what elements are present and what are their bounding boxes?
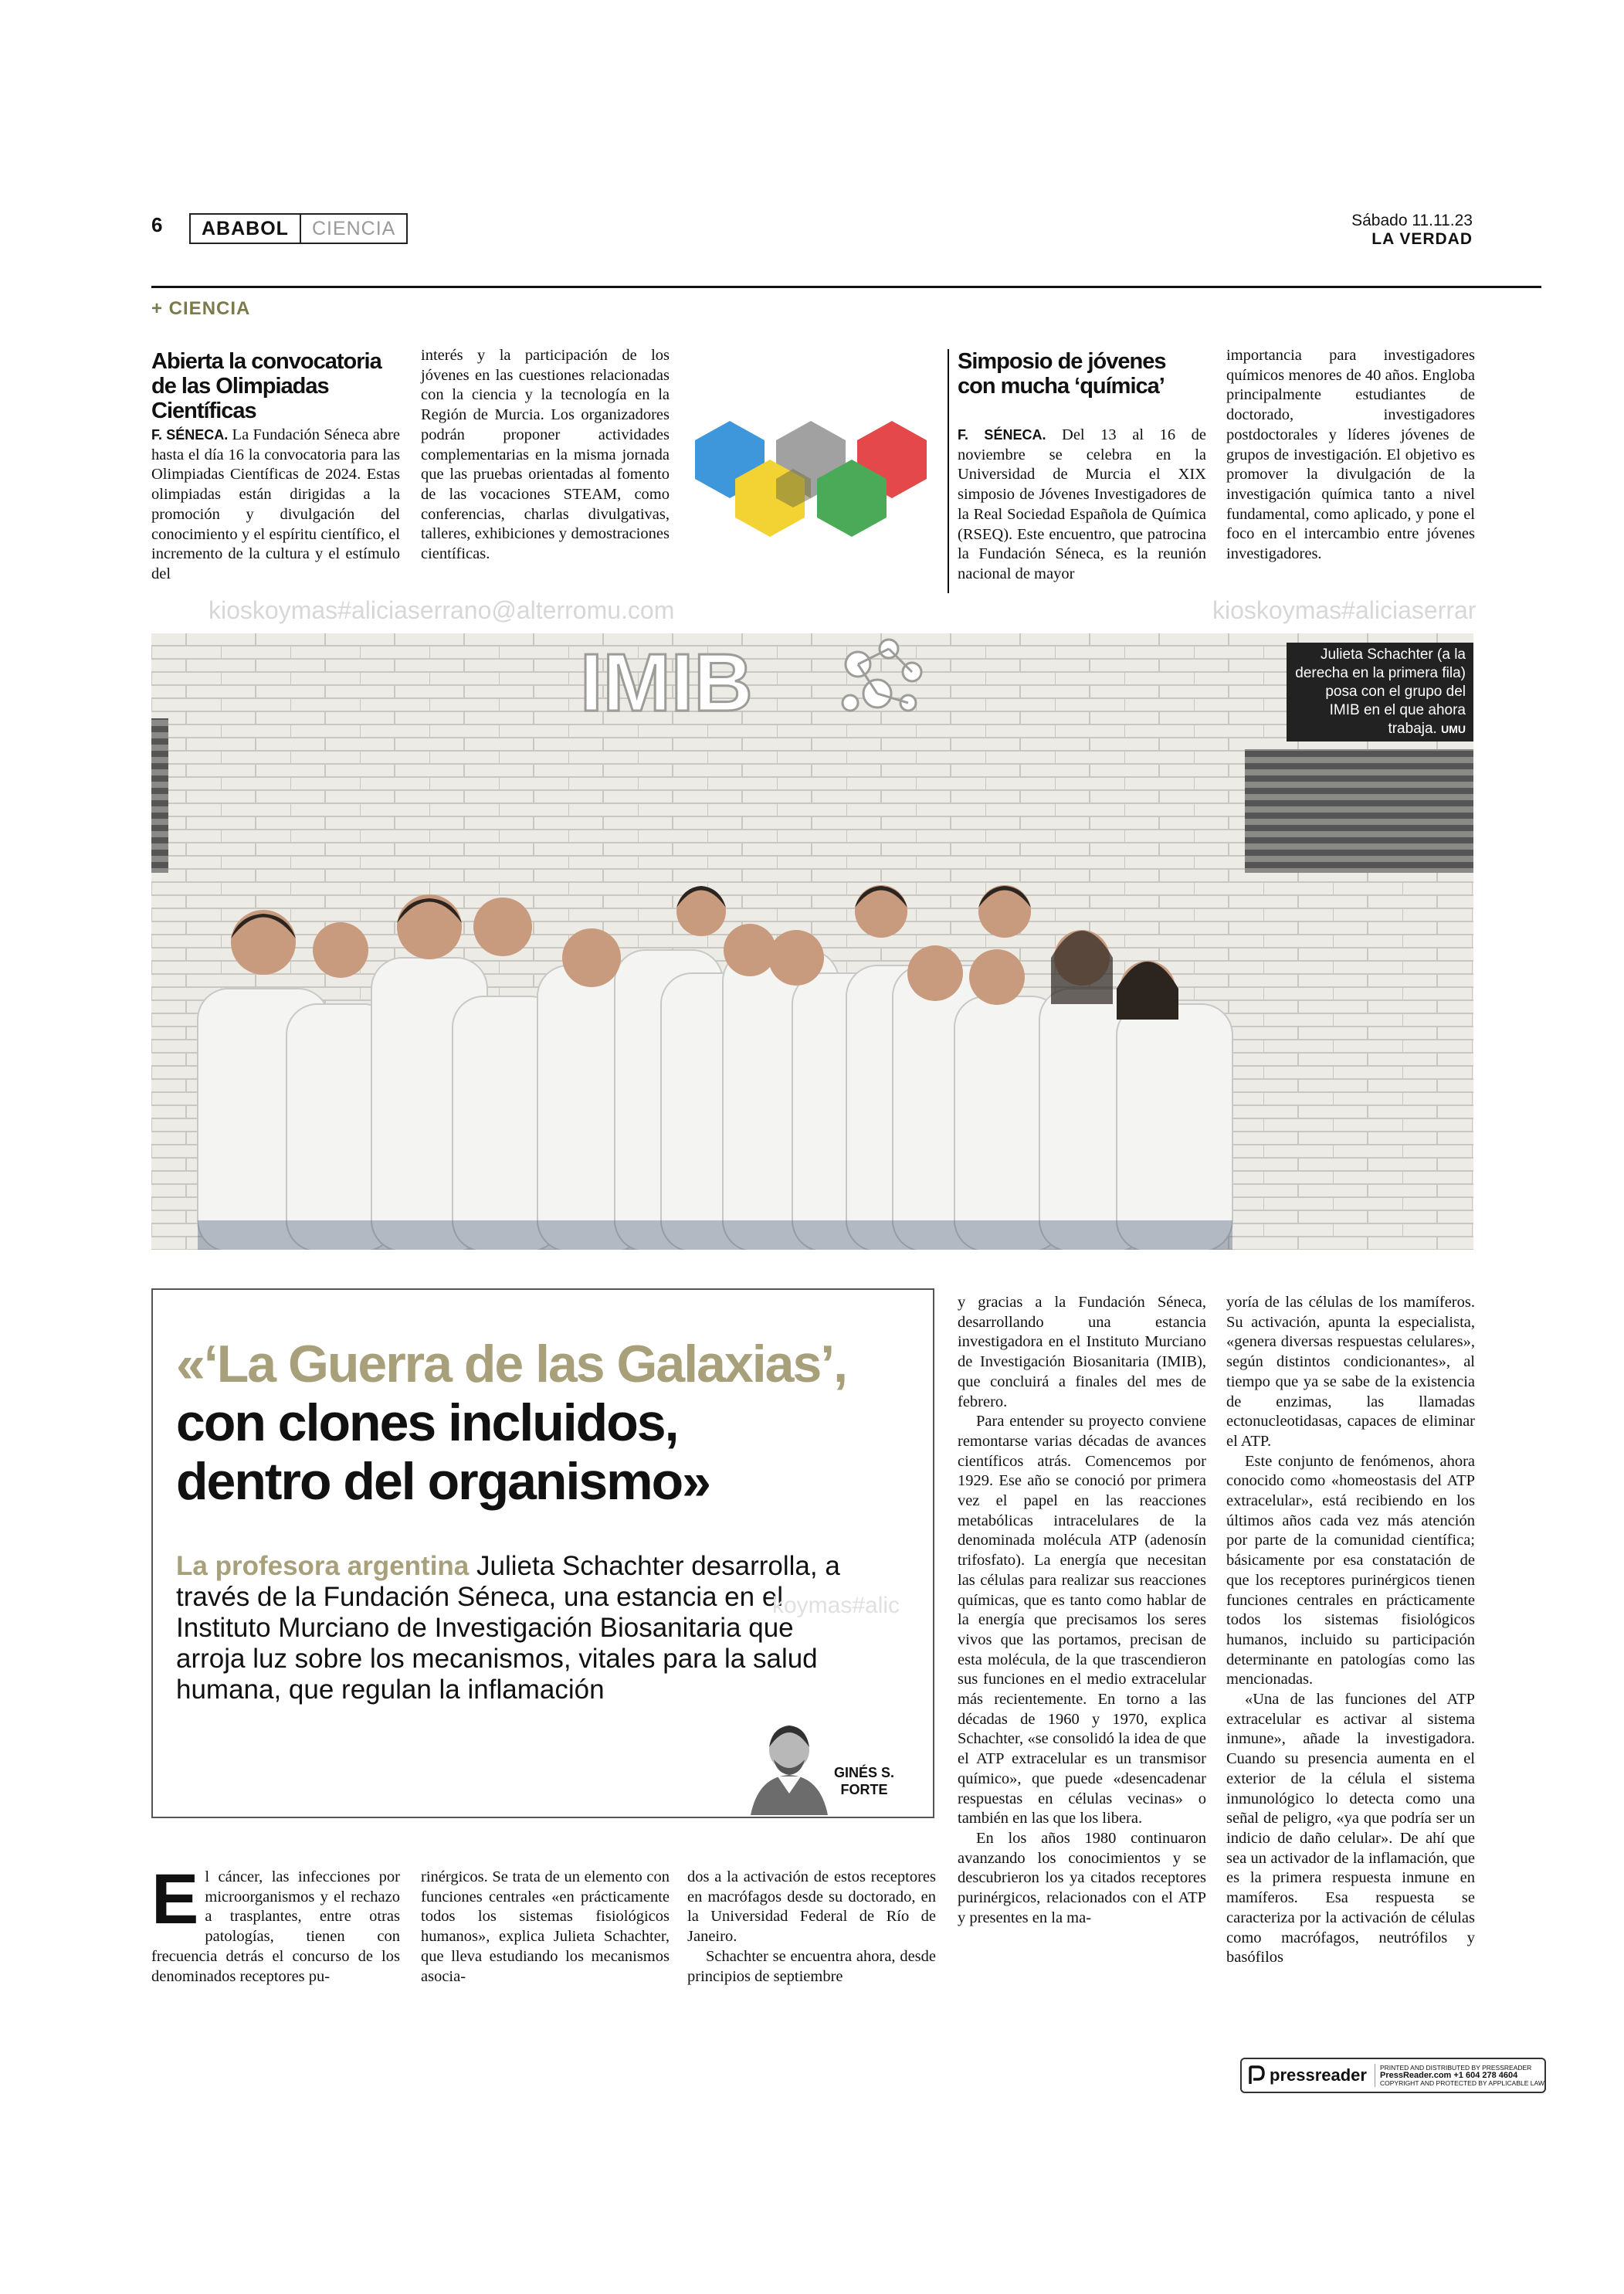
section-tag: + CIENCIA (151, 298, 251, 319)
author-first-name: GINÉS S. (834, 1765, 895, 1780)
brief-left-title: Abierta la convocatoria de las Olimpiadas Científicas (151, 349, 381, 423)
standfirst (176, 1551, 848, 1705)
issue-date: Sábado 11.11.23 (1351, 212, 1473, 229)
pressreader-badge[interactable] (1240, 2058, 1546, 2093)
article-column-2 (421, 1868, 670, 1987)
article-column-4 (958, 1293, 1206, 1929)
author-byline (834, 1764, 894, 1798)
left-vent (151, 718, 168, 873)
article-col3-p2: Schachter se encuentra ahora, desde principios de septiembre (687, 1947, 936, 1985)
brief-right-title: Simposio de jóvenes con mucha ‘química’ (958, 349, 1166, 399)
standfirst-text: Julieta Schachter desarrolla, a través de la Fundación Séneca, una estancia en el Instituto Murciano de Investigación Biosanitaria que arroja luz sobre los mecanismos, vitales para la salud humana, que regulan la inflamación (176, 1551, 840, 1705)
article-col3-p1: dos a la activación de estos receptores en macrófagos desde su doctorado, en la Universidad Federal de Río de Janeiro. (687, 1868, 936, 1946)
brief-right-text1: Del 13 al 16 de noviembre se celebra en la Universidad de Murcia el XIX simposio de Jóvenes Investigadores de la Real Sociedad Española de Química (RSEQ). Este encuentro, que patrocina la Fundación Séneca, es la reunión nacional de mayor (958, 426, 1206, 582)
imib-sign: IMIB (580, 637, 753, 728)
brief-left-col1 (151, 426, 400, 585)
article-col2-text: rinérgicos. Se trata de un elemento con funciones centrales «en prácticamente todos los sistemas fisiológicos humanos», explica Julieta Schachter, que lleva estudiando los mecanismos asocia- (421, 1868, 670, 1985)
subsection-name: CIENCIA (300, 215, 406, 243)
header-date-block (1351, 212, 1473, 249)
article-col5-p3: «Una de las funciones del ATP extracelular es activar al sistema inmune», añade la investigadora. Cuando su presencia aumenta en el exterior de la célula el sistema inmunológico lo detecta como una señal de peligro, «ya que podría ser un indicio de daño celular». De ahí que sea un activador de la inflamación, que es la primera respuesta inmune en mamíferos. Esa respuesta se caracteriza por la activación de células como macrófagos, neutrófilos y basófilos (1226, 1691, 1475, 1967)
pressreader-icon (1248, 2065, 1265, 2085)
watermark-3: koymas#alic (772, 1593, 900, 1618)
pressreader-legal (1375, 2064, 1544, 2087)
brief-left-text1: La Fundación Séneca abre hasta el día 16 la convocatoria para las Olimpiadas Científicas de 2024. Estas olimpiadas están dirigidas a la promoción y divulgación del conocimiento y el espíritu científico, el incremento de la cultura y el estímulo del (151, 426, 400, 582)
header-rule (151, 286, 1541, 288)
photo-illustration (151, 633, 1473, 1250)
article-col5-p2: Este conjunto de fenómenos, ahora conocido como «homeostasis del ATP extracelular», está recibiendo en los últimos años cada vez más atención por parte de la comunidad científica; básicamente por esa constatación de que los receptores purinérgicos tienen funciones centrales en prácticamente todos los sistemas fisiológicos humanos, incluido su participación determinante en patologías como las mencionadas. (1226, 1452, 1475, 1688)
photo-caption-text: Julieta Schachter (a la derecha en la primera fila) posa con el grupo del IMIB en el que ahora trabaja. (1295, 646, 1466, 737)
section-name: ABABOL (202, 217, 289, 239)
pressreader-logo-text: pressreader (1270, 2065, 1367, 2085)
hexagon-cubes-illustration (687, 402, 942, 556)
right-vent (1245, 749, 1473, 873)
publication-name: LA VERDAD (1371, 230, 1473, 248)
pressreader-logo (1248, 2065, 1367, 2085)
article-col4-p1: y gracias a la Fundación Séneca, desarrollando una estancia investigadora en el Instituto Murciano de Investigación Biosanitaria (IMIB), que concluirá a finales del mes de febrero. (958, 1294, 1206, 1410)
author-last-name: FORTE (840, 1782, 888, 1797)
drop-cap: E (151, 1860, 199, 1939)
standfirst-lead: La profesora argentina (176, 1551, 470, 1581)
brief-right-col1 (958, 426, 1206, 585)
photo-credit: UMU (1441, 723, 1466, 735)
pressreader-line-2: PressReader.com +1 604 278 4604 (1379, 2071, 1518, 2080)
section-box (189, 213, 408, 244)
pressreader-line-1: PRINTED AND DISTRIBUTED BY PRESSREADER (1379, 2064, 1532, 2072)
article-column-5 (1226, 1293, 1475, 1968)
article-column-3 (687, 1868, 936, 1987)
brief-right-col2: importancia para investigadores químicos menores de 40 años. Engloba principalmente estudiantes de doctorado, investigadores postdoctorales y líderes jóvenes de grupos de investigación. El objetivo es promover la divulgación de la investigación química tanto a nivel fundamental, como aplicado, y pone el foco en el intercambio entre jóvenes investigadores. (1226, 347, 1475, 563)
author-portrait (743, 1716, 836, 1815)
headline-line-1: «‘La Guerra de las Galaxias’, (176, 1335, 847, 1393)
photo-caption (1287, 643, 1473, 741)
headline (176, 1335, 917, 1511)
article-col4-p2: Para entender su proyecto conviene remontarse varias décadas de avances científicos atrás. Comencemos por 1929. Ese año se conoció por primera vez el papel en las reacciones metabólicas intracelulares de la denominada molécula ATP (adenosín trifosfato). La energía que necesitan las células para realizar sus reacciones químicas, que es tanto como hablar de la energía que precisamos los seres vivos que las portamos, precisan de esta molécula, de la que trascendieron sus funciones en el medio extracelular más recientemente. En torno a las décadas de 1960 y 1970, explica Schachter, «se consolidó la idea de que el ATP extracelular es un transmisor químico», que puede «desencadenar respuestas en células vecinas» o también en las que los libera. (958, 1413, 1206, 1827)
group-photo (151, 633, 1473, 1250)
article-col1-text: l cáncer, las infecciones por microorganismos y el rechazo a trasplantes, entre otras patologías, tienen con frecuencia detrás el concurso de los denominados receptores pu- (151, 1868, 400, 1985)
article-col4-p3: En los años 1980 continuaron avanzando los conocimientos y se descubrieron los ya citados receptores purinérgicos, relacionados con el ATP y presentes en la ma- (958, 1829, 1206, 1926)
brief-left-lead: F. SÉNECA. (151, 427, 229, 443)
brief-left-col2: interés y la participación de los jóvenes en las cuestiones relacionadas con la ciencia y la tecnología en la Región de Murcia. Los organizadores podrán proponer actividades complementarias en la misma jornada que las pruebas orientadas al fomento de las vocaciones STEAM, como conferencias, charlas divulgativas, talleres, exhibiciones y demostraciones científicas. (421, 347, 670, 563)
watermark-1: kioskoymas#aliciaserrano@alterromu.com (209, 596, 675, 624)
article-column-1 (151, 1860, 400, 1987)
brief-column-divider (948, 349, 949, 593)
pressreader-line-3: COPYRIGHT AND PROTECTED BY APPLICABLE LAW (1379, 2079, 1544, 2087)
headline-line-2: con clones incluidos, (176, 1393, 678, 1452)
page-number: 6 (151, 213, 163, 236)
article-col5-p1: yoría de las células de los mamíferos. Su activación, apunta la especialista, «genera diversas respuestas celulares», según distintos condicionantes», al tiempo que ya se sabe de la existencia de enzimas, las llamadas ectonucleotidasas, capaces de eliminar el ATP. (1226, 1294, 1475, 1450)
watermark-2: kioskoymas#aliciaserrar (1212, 596, 1477, 624)
brief-right-lead: F. SÉNECA. (958, 427, 1046, 443)
headline-line-3: dentro del organismo» (176, 1452, 710, 1511)
